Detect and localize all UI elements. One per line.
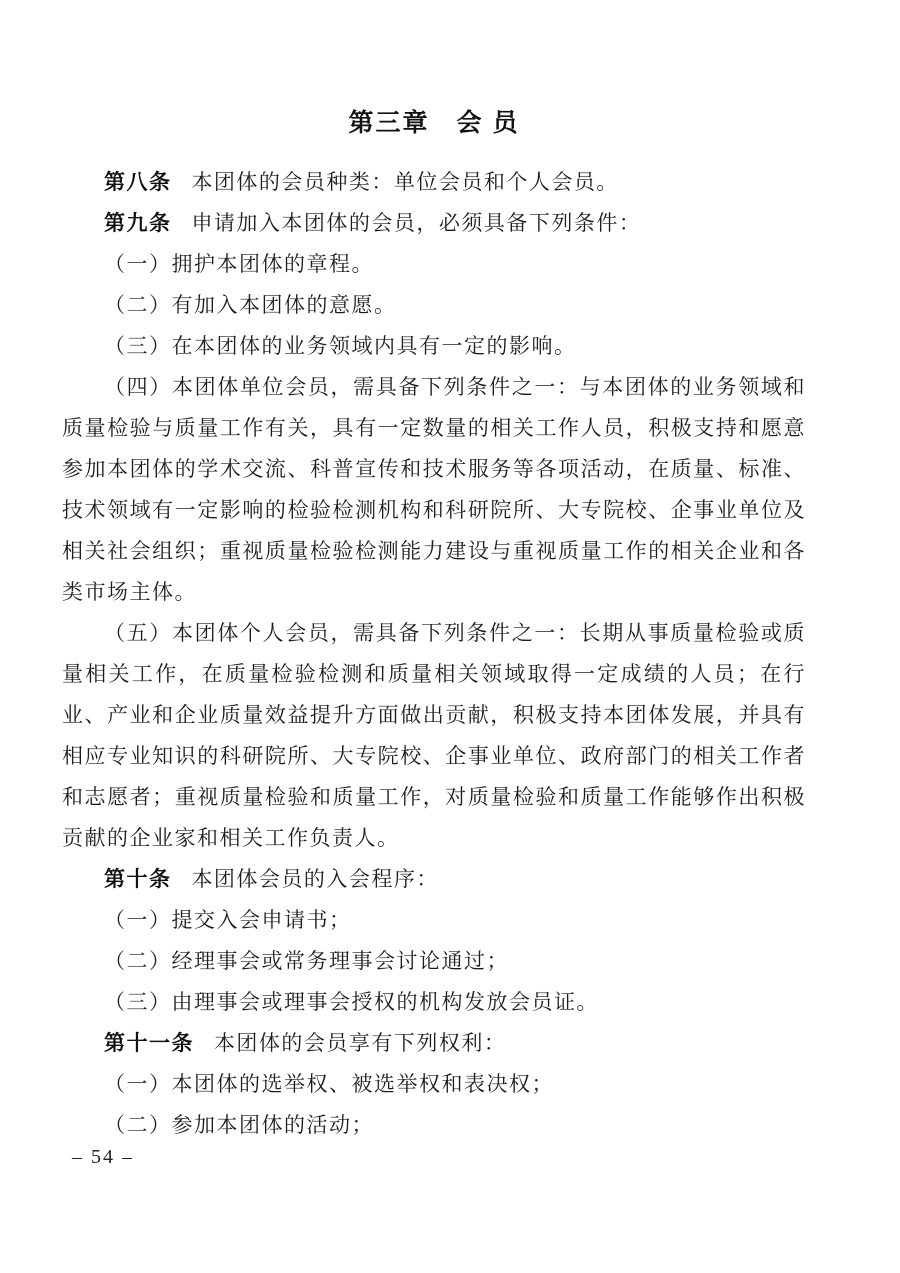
paragraph-text: （三）由理事会或理事会授权的机构发放会员证。 [104, 990, 599, 1014]
article-number-label: 第九条 [104, 212, 172, 235]
paragraph-text: 本团体会员的入会程序： [191, 867, 439, 891]
paragraph [62, 1064, 806, 1105]
paragraph-text: （五）本团体个人会员，需具备下列条件之一：长期从事质量检验或质量相关工作，在质量检验检测和质量相关领域取得一定成绩的人员；在行业、产业和企业质量效益提升方面做出贡献，积极支持本团体发展，并具有相应专业知识的科研院所、大专院校、企事业单位、政府部门的相关工作者和志愿者；重视质量检验和质量工作，对质量检验和质量工作能够作出积极贡献的企业家和相关工作负责人。 [62, 621, 806, 850]
document-body [62, 162, 806, 1146]
page-number: – 54 – [72, 1146, 134, 1168]
paragraph [62, 285, 806, 326]
paragraph [62, 859, 806, 900]
paragraph-text: 本团体的会员种类：单位会员和个人会员。 [191, 170, 619, 194]
chapter-title: 第三章 会 员 [348, 109, 520, 137]
paragraph [62, 1105, 806, 1146]
paragraph-text: （一）拥护本团体的章程。 [104, 252, 374, 276]
article-number-label: 第十条 [104, 868, 172, 891]
paragraph [62, 900, 806, 941]
paragraph-text: （三）在本团体的业务领域内具有一定的影响。 [104, 334, 577, 358]
paragraph-text: 申请加入本团体的会员，必须具备下列条件： [191, 211, 642, 235]
paragraph-text: （一）提交入会申请书； [104, 908, 352, 932]
paragraph [62, 941, 806, 982]
paragraph-text: （二）有加入本团体的意愿。 [104, 293, 397, 317]
paragraph-text: （二）参加本团体的活动； [104, 1113, 374, 1137]
paragraph [62, 1023, 806, 1064]
paragraph-text: （一）本团体的选举权、被选举权和表决权； [104, 1072, 554, 1096]
paragraph [62, 203, 806, 244]
paragraph-text: 本团体的会员享有下列权利： [213, 1031, 507, 1055]
paragraph [62, 982, 806, 1023]
paragraph [62, 367, 806, 613]
paragraph [62, 244, 806, 285]
article-number-label: 第十一条 [104, 1032, 194, 1055]
article-number-label: 第八条 [104, 171, 172, 194]
paragraph [62, 162, 806, 203]
paragraph-text: （四）本团体单位会员，需具备下列条件之一：与本团体的业务领域和质量检验与质量工作有关，具有一定数量的相关工作人员，积极支持和愿意参加本团体的学术交流、科普宣传和技术服务等各项活动，在质量、标准、技术领域有一定影响的检验检测机构和科研院所、大专院校、企事业单位及相关社会组织；重视质量检验检测能力建设与重视质量工作的相关企业和各类市场主体。 [62, 375, 806, 604]
paragraph-text: （二）经理事会或常务理事会讨论通过； [104, 949, 509, 973]
paragraph [62, 613, 806, 859]
paragraph [62, 326, 806, 367]
